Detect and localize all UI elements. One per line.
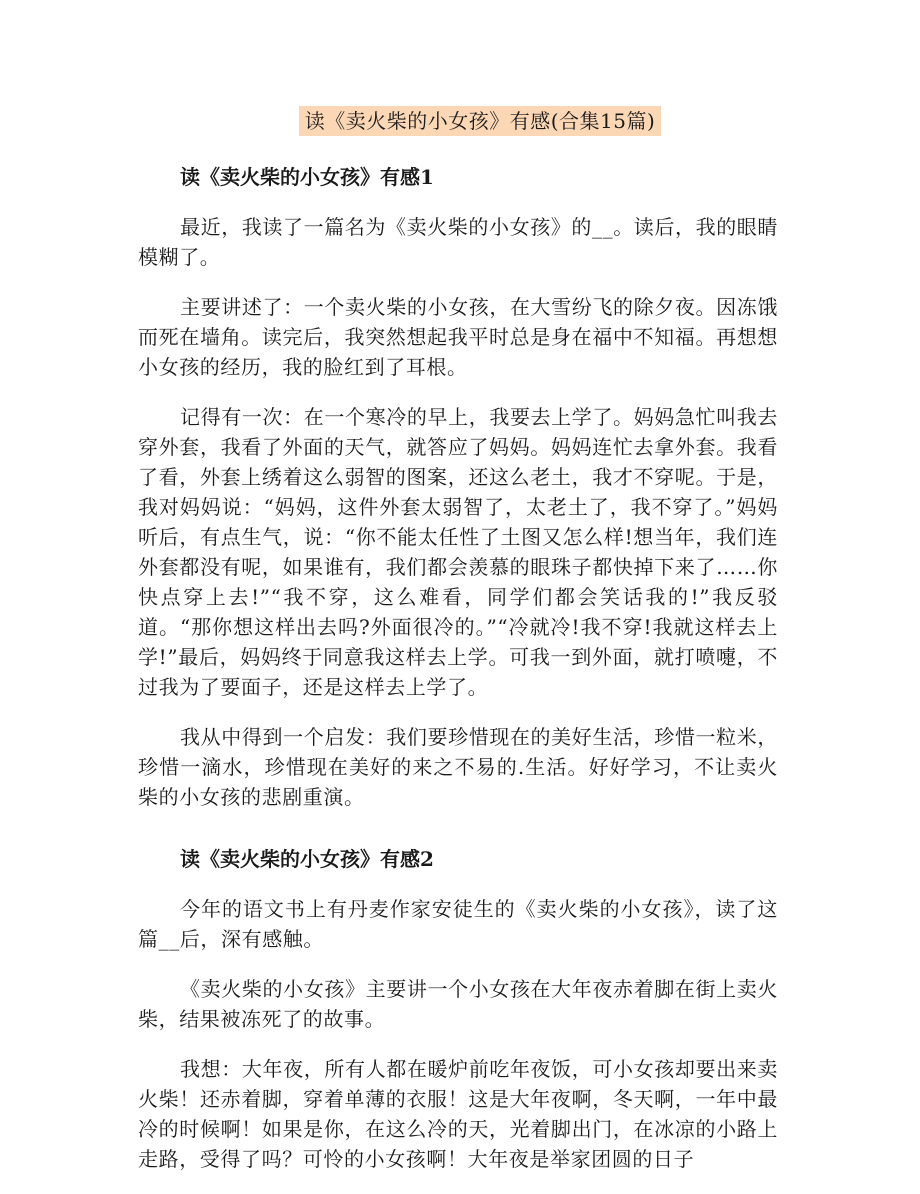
title-container (0, 106, 920, 136)
section-1 (138, 150, 778, 812)
document-title: 读《卖火柴的小女孩》有感(合集15篇) (299, 106, 662, 136)
paragraph: 《卖火柴的小女孩》主要讲一个小女孩在大年夜赤着脚在街上卖火柴，结果被冻死了的故事。 (138, 977, 778, 1031)
paragraph: 最近，我读了一篇名为《卖火柴的小女孩》的__。读后，我的眼睛模糊了。 (138, 215, 778, 269)
paragraph: 记得有一次：在一个寒冷的早上，我要去上学了。妈妈急忙叫我去穿外套，我看了外面的天气，就答应了妈妈。妈妈连忙去拿外套。我看了看，外套上绣着这么弱智的图案，还这么老土，我才不穿呢。于是，我对妈妈说：“妈妈，这件外套太弱智了，太老土了，我不穿了。”妈妈听后，有点生气，说：“你不能太任性了土图又怎么样!想当年，我们连外套都没有呢，如果谁有，我们都会羡慕的眼珠子都快掉下来了……你快点穿上去!”“我不穿，这么难看，同学们都会笑话我的!”我反驳道。“那你想这样出去吗?外面很冷的。”“冷就冷!我不穿!我就这样去上学!”最后，妈妈终于同意我这样去上学。可我一到外面，就打喷嚏，不过我为了要面子，还是这样去上学了。 (138, 405, 778, 699)
paragraph: 我想：大年夜，所有人都在暖炉前吃年夜饭，可小女孩却要出来卖火柴！还赤着脚，穿着单薄的衣服！这是大年夜啊，冬天啊，一年中最冷的时候啊！如果是你，在这么冷的天，光着脚出门，在冰凉的小路上走路，受得了吗？可怜的小女孩啊！大年夜是举家团圆的日子 (138, 1057, 778, 1171)
section-2 (138, 832, 778, 1174)
paragraph: 今年的语文书上有丹麦作家安徒生的《卖火柴的小女孩》，读了这篇__后，深有感触。 (138, 897, 778, 951)
section-heading: 读《卖火柴的小女孩》有感2 (180, 847, 434, 871)
document-body (138, 150, 778, 1194)
paragraph: 我从中得到一个启发：我们要珍惜现在的美好生活，珍惜一粒米，珍惜一滴水，珍惜现在美好的来之不易的.生活。好好学习，不让卖火柴的小女孩的悲剧重演。 (138, 725, 778, 809)
section-heading: 读《卖火柴的小女孩》有感1 (180, 165, 434, 189)
paragraph: 主要讲述了：一个卖火柴的小女孩，在大雪纷飞的除夕夜。因冻饿而死在墙角。读完后，我突然想起我平时总是身在福中不知福。再想想小女孩的经历，我的脸红到了耳根。 (138, 295, 778, 379)
